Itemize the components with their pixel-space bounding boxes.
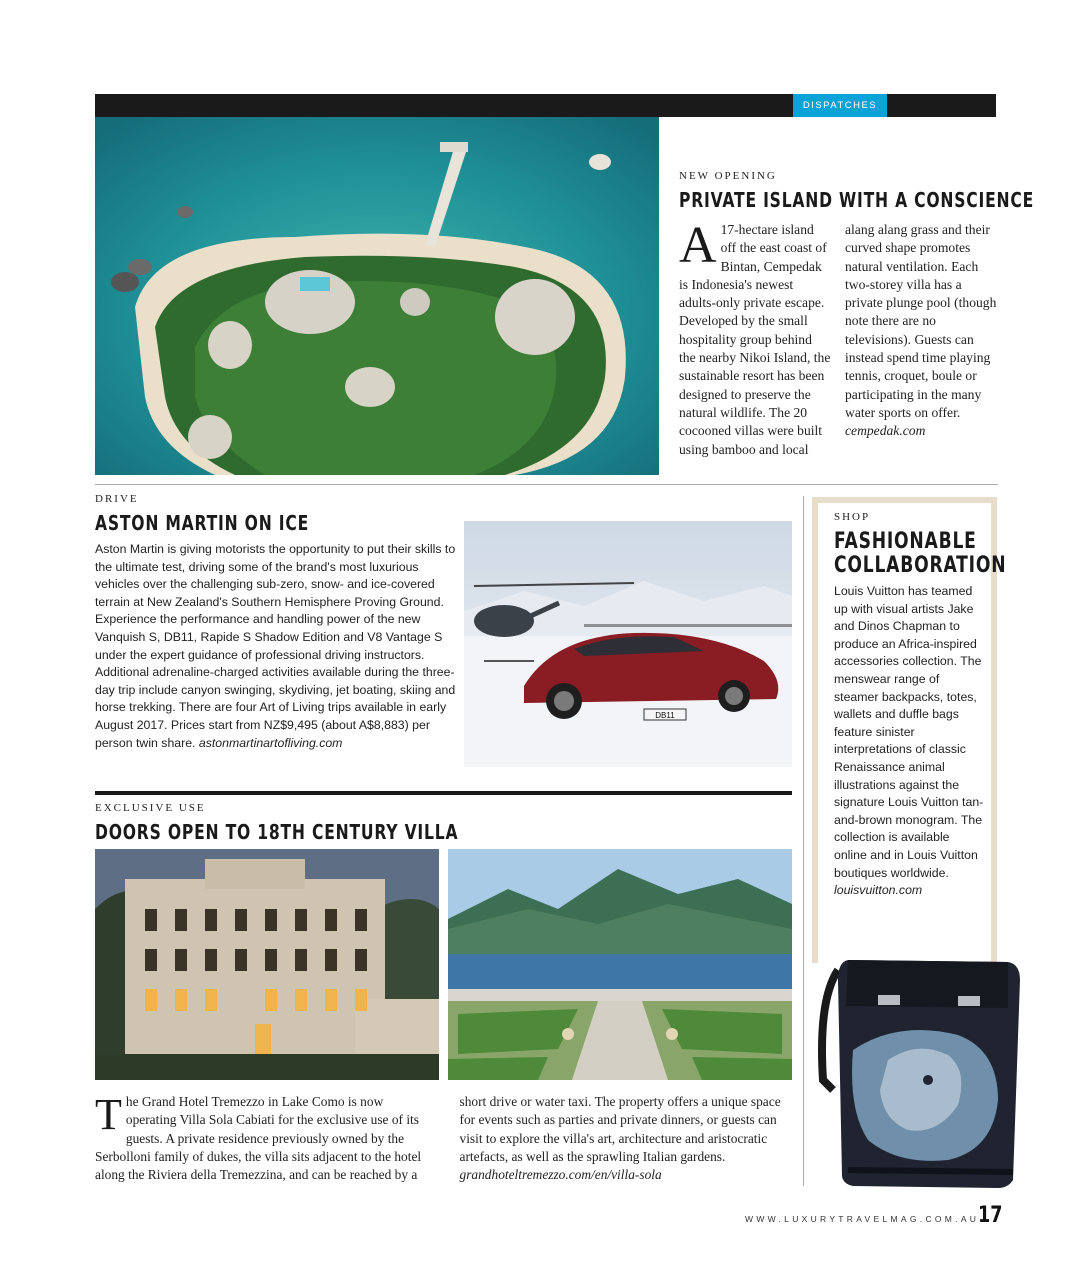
column-divider: [803, 496, 804, 1186]
island-body: [679, 217, 997, 461]
car-plate: DB11: [655, 711, 675, 720]
island-kicker: NEW OPENING: [679, 170, 777, 182]
villa-garden-photo: [448, 849, 792, 1080]
drive-body-text: Aston Martin is giving motorists the opportunity to put their skills to the ultimate test, driving some of the brand's most luxurious vehicles over the challenging sub-zero, snow- and ice-covered terrain at New Zealand's Southern Hemisphere Proving Ground. Experience the performance and handling power of the new Vanquish S, DB11, Rapide S Shadow Edition and V8 Vantage S under the expert guidance of professional driving instructors. Additional adrenaline-charged activities available during the three-day trip include canyon swinging, skydiving, jet boating, skiing and horse trekking. There are four Art of Living trips available in early August 2017. Prices start from NZ$9,495 (about A$8,883) per person twin share.: [95, 542, 456, 750]
shop-kicker: SHOP: [834, 511, 871, 523]
backpack-photo: [808, 940, 1023, 1190]
divider-line: [95, 484, 998, 485]
villa-facade-photo: [95, 849, 439, 1080]
villa-kicker: EXCLUSIVE USE: [95, 802, 206, 814]
shop-url[interactable]: louisvuitton.com: [834, 883, 923, 898]
villa-body: [95, 1090, 792, 1184]
island-dropcap: A: [679, 217, 717, 274]
drive-url[interactable]: astonmartinartofliving.com: [198, 735, 343, 750]
island-body-text: 17-hectare island off the east coast of Bintan, Cempedak is Indonesia's newest adults-only private escape. Developed by the small hospitality group behind the nearby Nikoi Island, the sustainable resort has been designed to preserve the natural wildlife. The 20 cocooned villas were built using bamboo and local alang alang grass and their curved shape promotes natural ventilation. Each two-storey villa has a private plunge pool (though note there are no televisions). Guests can instead spend time playing tennis, croquet, boule or participating in the many water sports on offer.: [679, 222, 997, 457]
drive-body: [95, 541, 457, 752]
shop-headline-line2: COLLABORATION: [834, 553, 1007, 578]
villa-url[interactable]: grandhoteltremezzo.com/en/villa-sola: [459, 1167, 662, 1183]
footer-website[interactable]: WWW.LUXURYTRAVELMAG.COM.AU: [745, 1214, 980, 1224]
aston-martin-photo: [464, 521, 792, 767]
section-tab: DISPATCHES: [793, 94, 887, 117]
island-url[interactable]: cempedak.com: [845, 423, 926, 439]
island-aerial-photo: [95, 117, 659, 475]
island-headline: PRIVATE ISLAND WITH A CONSCIENCE: [679, 188, 1035, 212]
shop-headline-line1: FASHIONABLE: [834, 529, 977, 554]
villa-body-text: he Grand Hotel Tremezzo in Lake Como is now operating Villa Sola Cabiati for the exclusive use of its guests. A private residence previously owned by the Serbolloni family of dukes, the villa sits adjacent to the hotel along the Riviera della Tremezzina, and can be reached by a short drive or water taxi. The property offers a unique space for events such as parties and private dinners, or guests can visit to explore the villa's art, architecture and aristocratic artefacts, as well as the sprawling Italian gardens.: [95, 1094, 781, 1183]
villa-headline: DOORS OPEN TO 18TH CENTURY VILLA: [95, 820, 459, 844]
page-number: 17: [978, 1203, 1003, 1228]
drive-headline: ASTON MARTIN ON ICE: [95, 511, 310, 535]
villa-dropcap: T: [95, 1090, 122, 1139]
drive-kicker: DRIVE: [95, 493, 139, 505]
villa-top-rule: [95, 791, 792, 795]
shop-body-text: Louis Vuitton has teamed up with visual artists Jake and Dinos Chapman to produce an Africa-inspired accessories collection. The menswear range of steamer backpacks, totes, wallets and duffle bags feature sinister interpretations of classic Renaissance animal illustrations against the signature Louis Vuitton tan-and-brown monogram. The collection is available online and in Louis Vuitton boutiques worldwide.: [834, 584, 984, 880]
shop-body: [834, 583, 984, 900]
